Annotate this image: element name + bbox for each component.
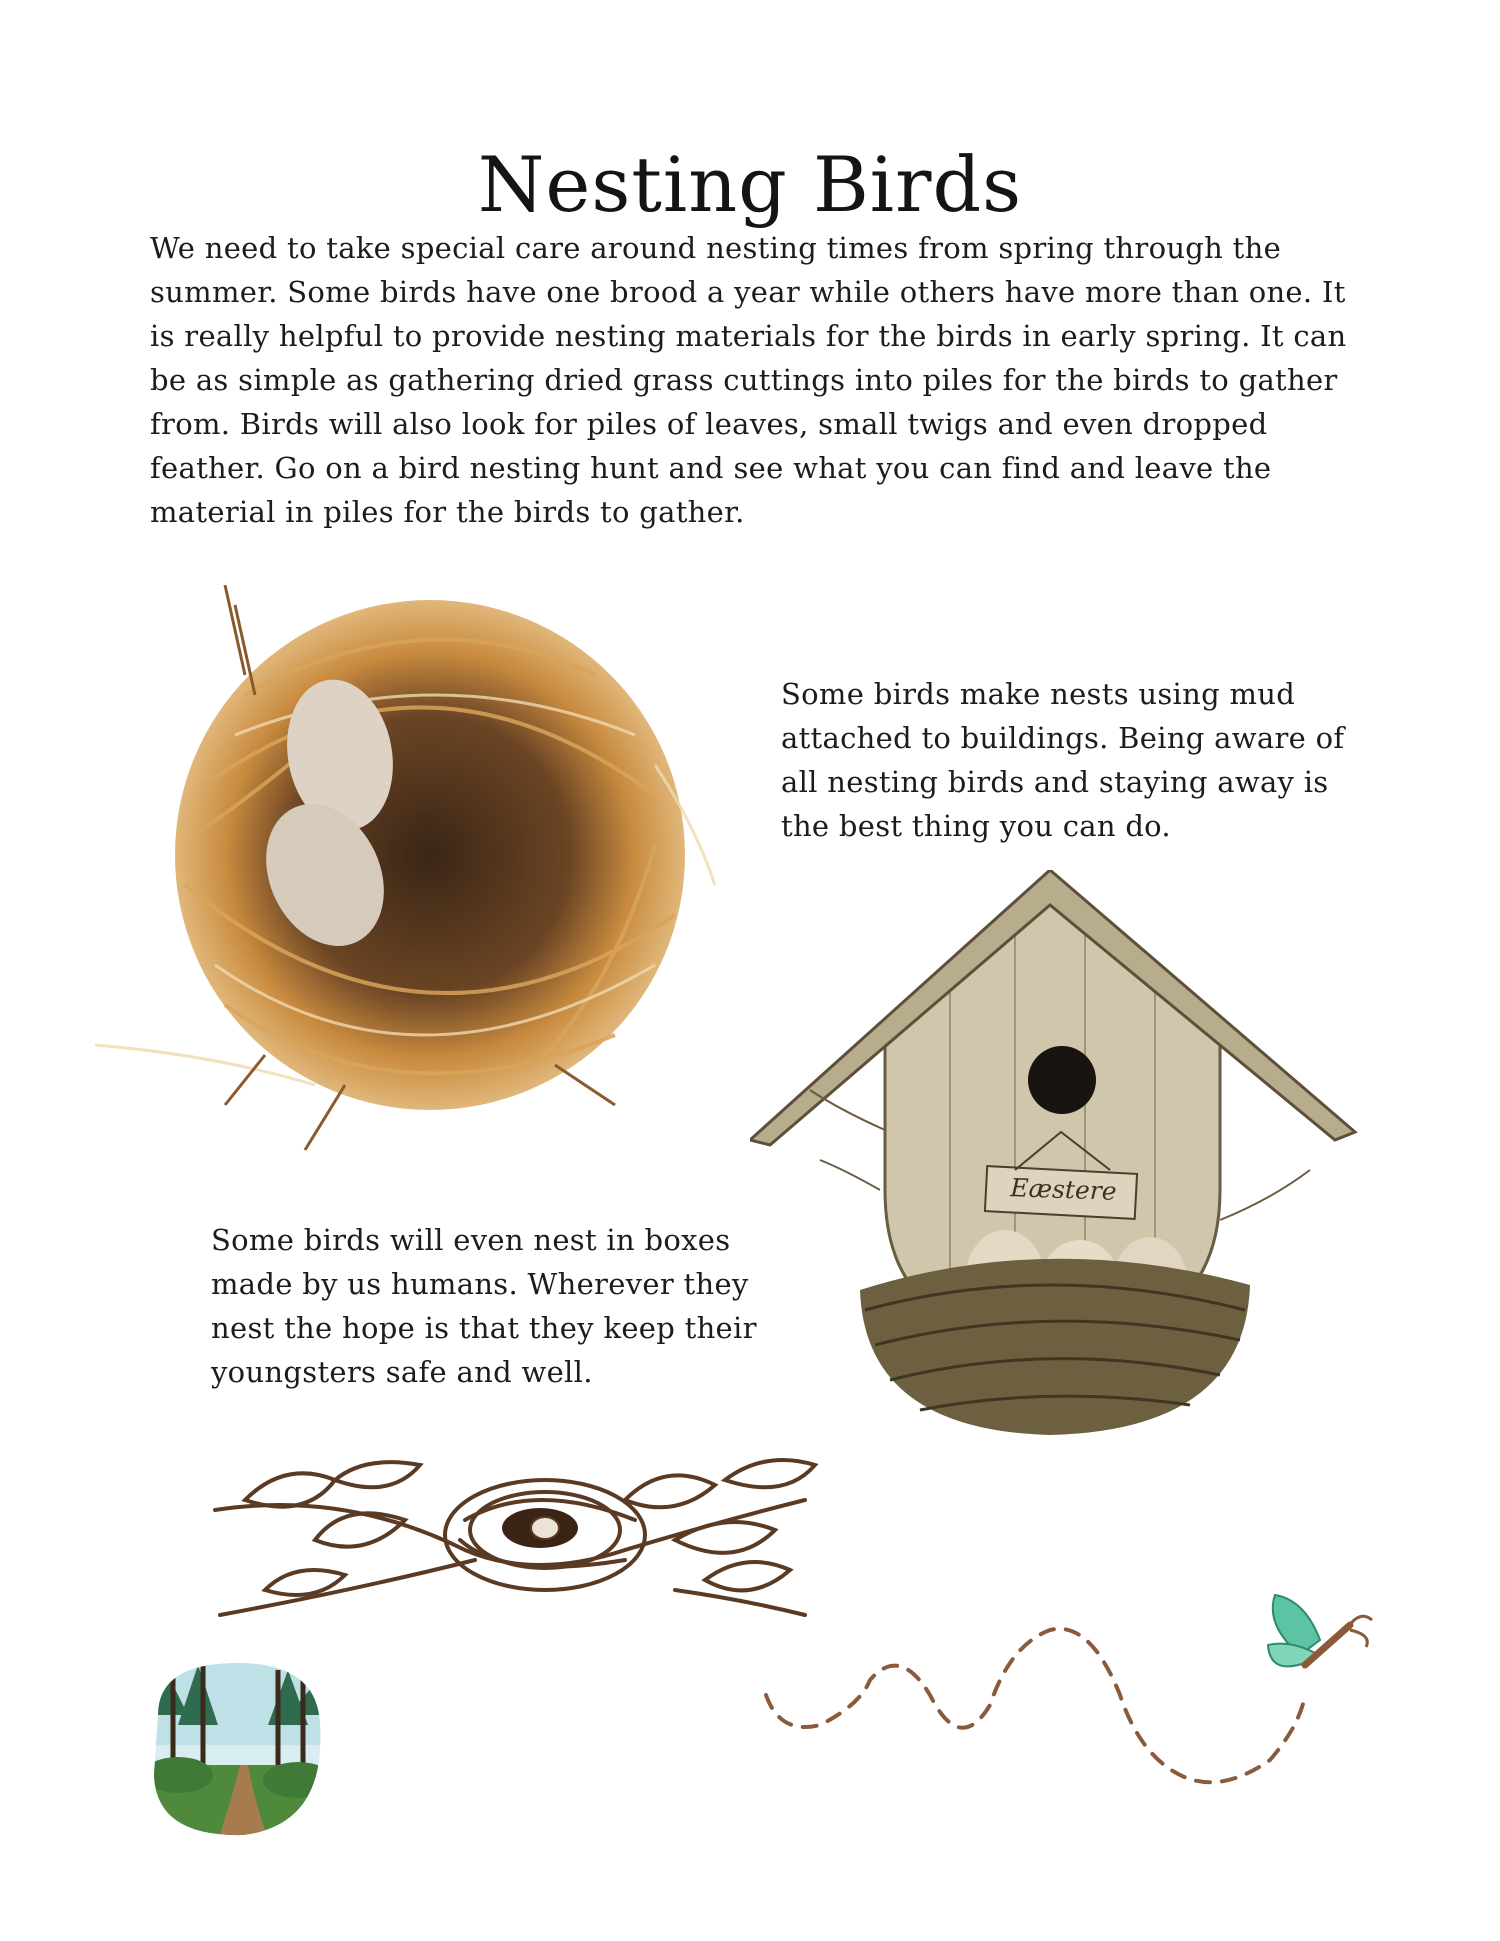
mud-nests-paragraph: Some birds make nests using mud attached to buildings. Being aware of all nesting birds and staying away is the best thing you can do. <box>781 677 1345 843</box>
nest-and-leaves-ornament <box>205 1440 825 1630</box>
forest-path-illustration <box>148 1655 328 1840</box>
intro-paragraph: We need to take special care around nesting times from spring through the summer. Some birds have one brood a year while others have more than one. It is really helpful to provide nesting materials for the birds in early spring. It can be as simple as gathering dried grass cuttings into piles for the birds to gather from. Birds will also look for piles of leaves, small twigs and even dropped feather. Go on a bird nesting hunt and see what you can find and leave the material in piles for the birds to gather. <box>150 231 1347 529</box>
butterfly-trail <box>760 1585 1380 1805</box>
nest-with-eggs-illustration <box>95 585 755 1165</box>
birdhouse-illustration <box>750 870 1360 1440</box>
nest-boxes-paragraph: Some birds will even nest in boxes made by us humans. Wherever they nest the hope is that they keep their youngsters safe and well. <box>211 1223 757 1389</box>
butterfly-icon <box>1268 1595 1372 1666</box>
birdhouse-sign: Eæstere <box>1009 1173 1118 1206</box>
page-title: Nesting Birds <box>477 140 1023 229</box>
